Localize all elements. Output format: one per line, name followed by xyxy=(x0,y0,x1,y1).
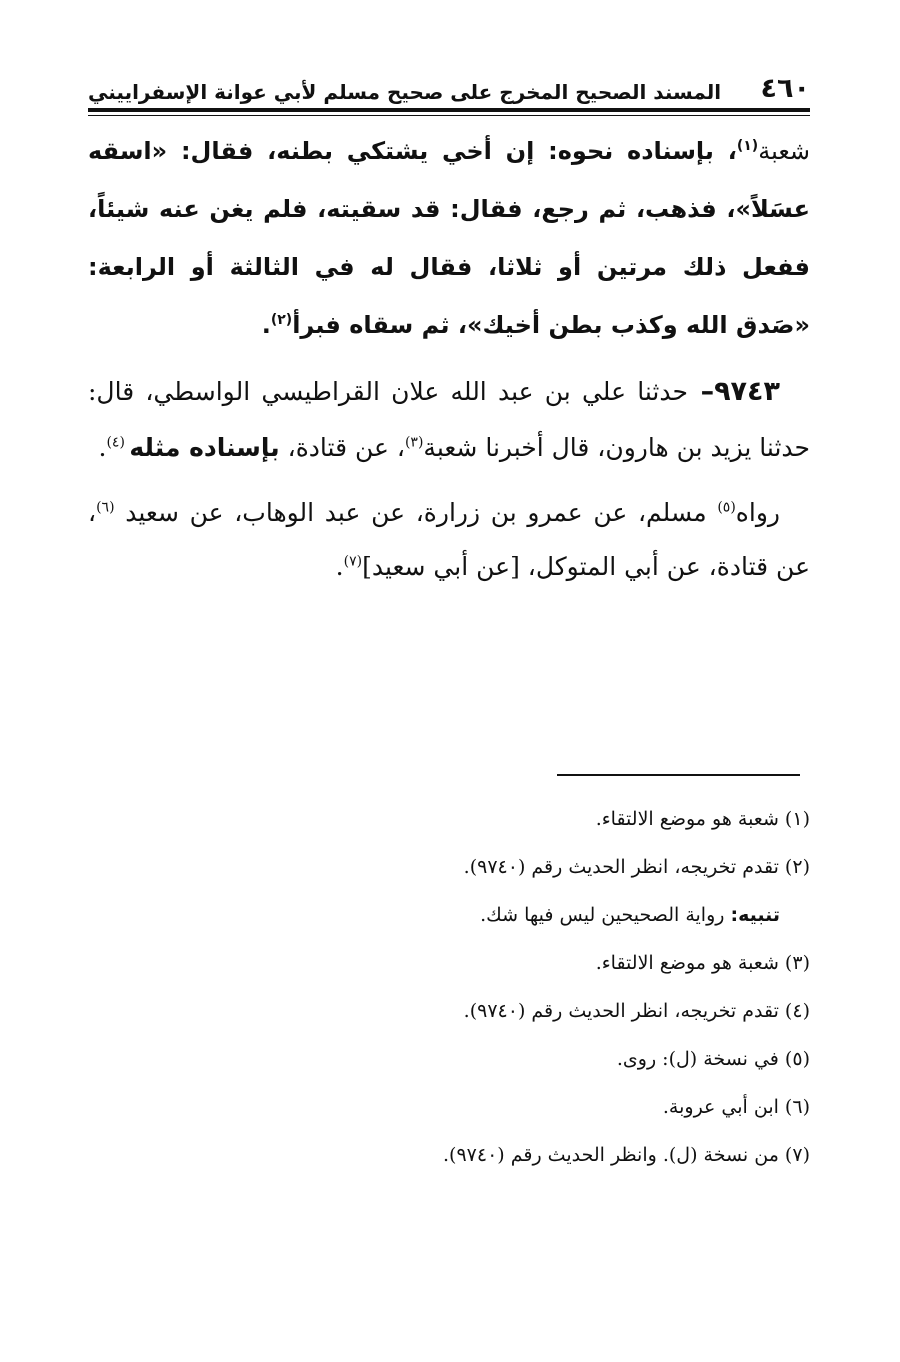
footnotes xyxy=(88,795,810,1179)
hadith-9743-text-2: ، عن قتادة، xyxy=(279,433,405,462)
page-header xyxy=(88,70,810,104)
footnote-ref-5: (٥) xyxy=(717,499,736,516)
hadith-9743-paragraph xyxy=(88,364,810,476)
continuation-end: . xyxy=(261,311,271,339)
hadith-dash: – xyxy=(687,376,715,407)
footnote-note xyxy=(88,891,810,939)
narration-text-2: مسلم، عن عمرو بن زرارة، عن عبد الوهاب، عن سعيد xyxy=(114,498,718,527)
note-text: رواية الصحيحين ليس فيها شك. xyxy=(480,904,731,926)
note-label: تنبيه: xyxy=(730,904,780,926)
footnote-ref-7: (٧) xyxy=(343,553,363,570)
footnote-3: (٣) شعبة هو موضع الالتقاء. xyxy=(595,952,810,974)
footnote-ref-3: (٣) xyxy=(404,434,424,451)
continuation-text-1: ، بإسناده نحوه: إن أخي يشتكي بطنه، فقال: xyxy=(167,137,737,165)
hadith-number: ٩٧٤٣ xyxy=(714,376,780,407)
footnote-7: (٧) من نسخة (ل). وانظر الحديث رقم (٩٧٤٠). xyxy=(443,1144,810,1166)
page-number: ٤٦٠ xyxy=(760,73,810,104)
hadith-9743-text-1: حدثنا علي بن عبد الله علان القراطيسي الواسطي، قال: حدثنا يزيد بن هارون، قال أخبرنا شعبة xyxy=(88,377,810,462)
footnote-4: (٤) تقدم تخريجه، انظر الحديث رقم (٩٧٤٠). xyxy=(463,1000,810,1022)
footnote-ref-2: (٢) xyxy=(270,312,293,328)
footnote-6: (٦) ابن أبي عروبة. xyxy=(662,1096,810,1118)
main-text xyxy=(88,122,810,594)
hadith-9743-end: . xyxy=(98,433,107,462)
running-title: المسند الصحيح المخرج على صحيح مسلم لأبي عوانة الإسفراييني xyxy=(88,80,722,104)
narration-paragraph xyxy=(88,486,810,594)
footnote-1: (١) شعبة هو موضع الالتقاء. xyxy=(595,808,810,830)
prophetic-quote-2: «صَدق الله وكذب بطن أخيك» xyxy=(466,311,810,339)
hadith-9743-bold-phrase: بإسناده مثله xyxy=(129,433,280,462)
narration-text-1: رواه xyxy=(735,498,780,527)
continuation-lead: شعبة xyxy=(758,137,810,165)
narration-text-3: ، عن قتادة، عن أبي المتوكل، [عن أبي سعيد] xyxy=(88,498,810,581)
header-rule-thick xyxy=(88,108,810,112)
continued-hadith-paragraph xyxy=(88,122,810,354)
prophetic-quote-1: «اسقه عسَلاً» xyxy=(88,137,810,223)
footnote-separator xyxy=(557,774,800,776)
continuation-text-2: ، فذهب، ثم رجع، فقال: قد سقيته، فلم يغن عنه شيئاً، ففعل ذلك مرتين أو ثلاثا، فقال له في الثالثة أو الرابعة: xyxy=(88,195,810,281)
footnote-2: (٢) تقدم تخريجه، انظر الحديث رقم (٩٧٤٠). xyxy=(463,856,810,878)
footnote-ref-1: (١) xyxy=(736,138,759,154)
narration-end: . xyxy=(335,552,344,581)
footnote-5: (٥) في نسخة (ل): روى. xyxy=(616,1048,810,1070)
header-rule-thin xyxy=(88,115,810,116)
continuation-text-3: ، ثم سقاه فبرأ xyxy=(292,311,467,339)
footnote-ref-6: (٦) xyxy=(96,499,115,516)
footnote-ref-4: (٤) xyxy=(106,434,130,451)
